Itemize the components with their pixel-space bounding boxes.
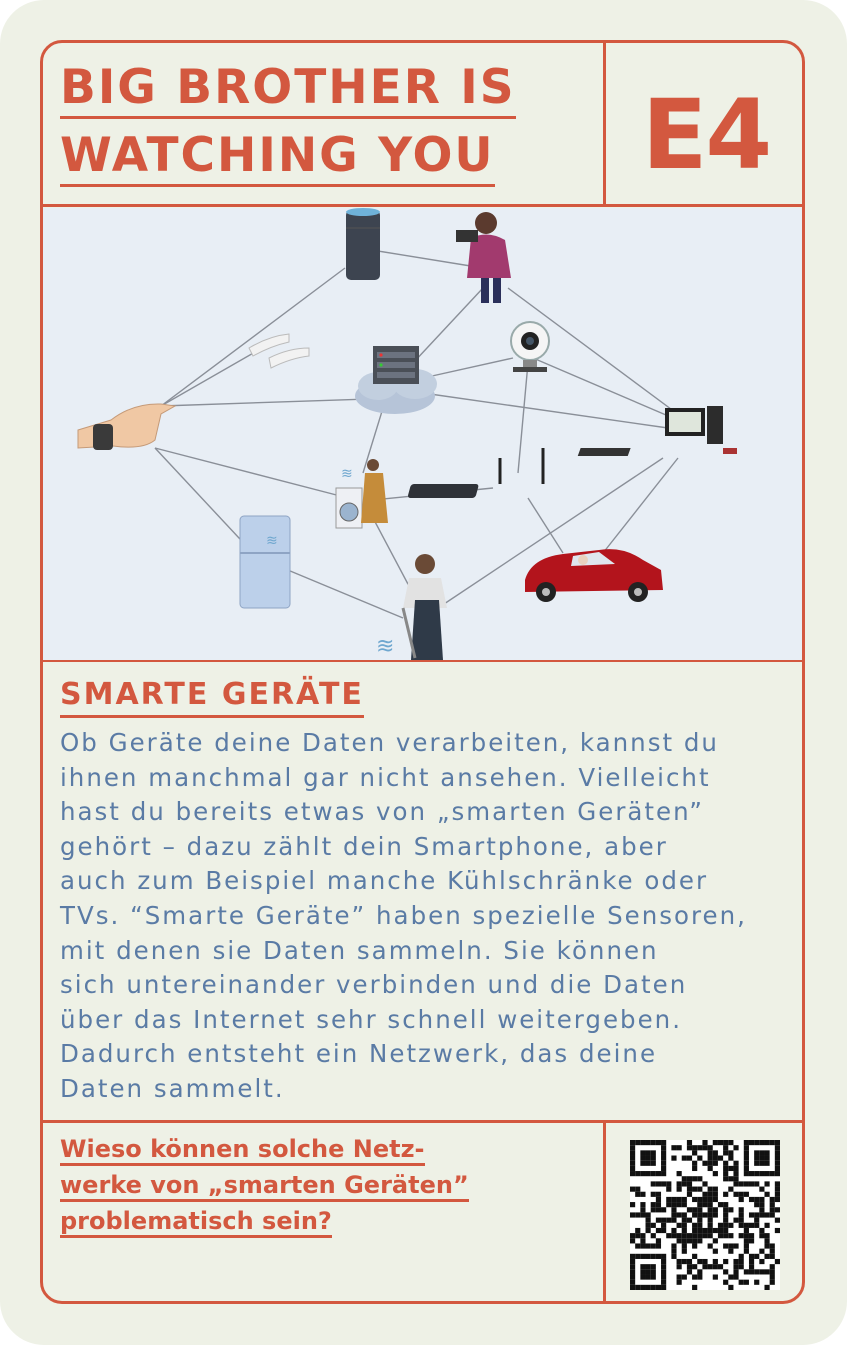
- car-with-person-icon: [525, 549, 663, 602]
- divider-footer: [40, 1120, 805, 1123]
- card-code: E4: [641, 79, 771, 191]
- refrigerator-icon: [240, 516, 290, 608]
- earbuds-icon: [249, 334, 309, 368]
- body-line-8: sich untereinander verbinden und die Daten: [60, 970, 688, 1000]
- network-illustration: [43, 208, 802, 660]
- desktop-computer-icon: [578, 406, 737, 456]
- body-line-5: auch zum Beispiel manche Kühlschränke oder: [60, 866, 709, 896]
- body-line-10: Dadurch entsteht ein Netzwerk, das deine: [60, 1039, 658, 1069]
- discussion-question: [60, 1131, 600, 1239]
- card-title: [60, 54, 600, 190]
- body-line-4: gehört – dazu zählt dein Smartphone, aber: [60, 831, 668, 861]
- body-line-7: mit denen sie Daten sammeln. Sie können: [60, 935, 659, 965]
- body-line-9: über das Internet sehr schnell weitergeben.: [60, 1004, 682, 1034]
- question-line-3: problematisch sein?: [60, 1207, 332, 1238]
- qr-code[interactable]: [630, 1140, 780, 1290]
- wifi-router-icon: [407, 448, 543, 498]
- smart-speaker-icon: [346, 208, 380, 280]
- cloud-server-icon: [355, 346, 437, 414]
- question-line-2: werke von „smarten Geräten”: [60, 1171, 469, 1202]
- body-line-11: Daten sammelt.: [60, 1073, 285, 1103]
- body-line-1: Ob Geräte deine Daten verarbeiten, kannst du: [60, 728, 719, 757]
- divider-code: [603, 40, 606, 206]
- body-line-3: hast du bereits etwas von „smarten Geräten”: [60, 797, 704, 827]
- washing-machine-worker-icon: [336, 459, 388, 528]
- svg-text:≋: ≋: [341, 466, 353, 482]
- hand-with-smartwatch-icon: [78, 404, 175, 450]
- divider-qr: [603, 1121, 606, 1304]
- card-title-line-2: WATCHING YOU: [60, 128, 495, 187]
- svg-text:≋: ≋: [376, 634, 395, 659]
- webcam-icon: [511, 322, 549, 372]
- divider-header: [40, 204, 805, 207]
- network-diagram: [43, 208, 802, 660]
- body-line-6: TVs. “Smarte Geräte” haben spezielle Sensoren,: [60, 900, 747, 930]
- section-title: SMARTE GERÄTE: [60, 676, 364, 718]
- person-with-vacuum-icon: [376, 554, 447, 660]
- body-text: [60, 726, 795, 1107]
- svg-text:≋: ≋: [266, 533, 278, 549]
- person-with-camera-icon: [456, 212, 511, 303]
- body-line-2: ihnen manchmal gar nicht ansehen. Vielleicht: [60, 762, 711, 792]
- question-line-1: Wieso können solche Netz-: [60, 1135, 425, 1166]
- card-title-line-1: BIG BROTHER IS: [60, 60, 516, 119]
